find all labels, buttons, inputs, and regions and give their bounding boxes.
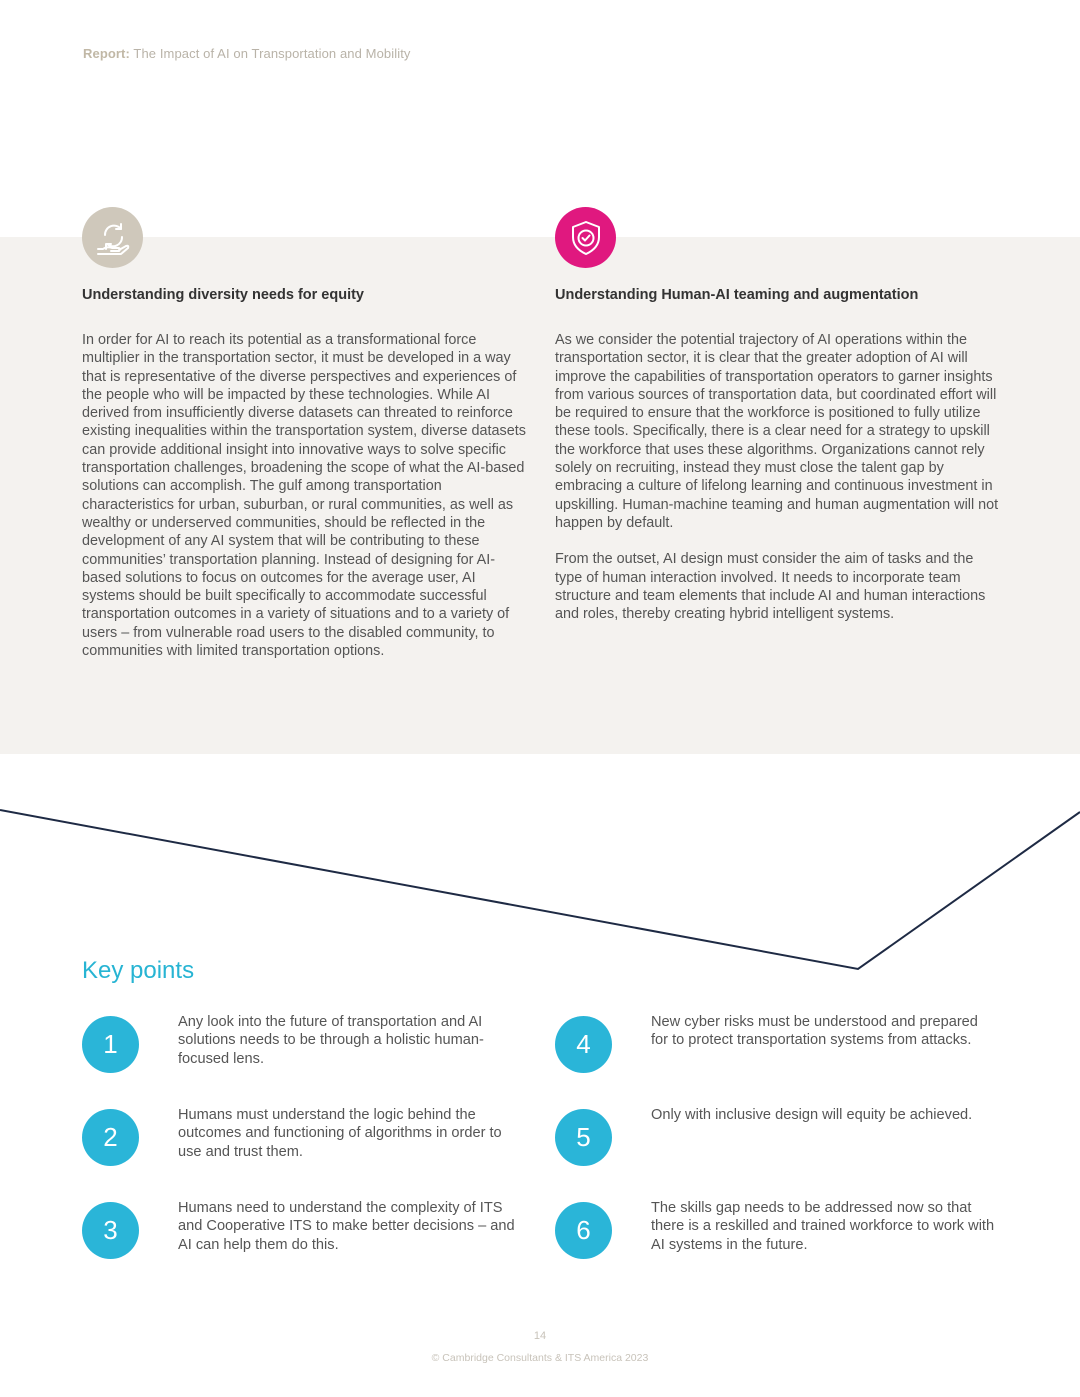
header-label: Report: bbox=[83, 46, 130, 61]
key-point-text: The skills gap needs to be addressed now so that there is a reskilled and trained workforce to work with AI systems in the future. bbox=[651, 1200, 995, 1253]
copyright: © Cambridge Consultants & ITS America 2023 bbox=[431, 1352, 649, 1364]
key-point-number: 1 bbox=[82, 1016, 139, 1073]
diversity-section bbox=[82, 284, 526, 660]
human-ai-heading: Understanding Human-AI teaming and augmentation bbox=[555, 287, 919, 303]
hand-with-circular-arrows-icon bbox=[82, 207, 143, 268]
key-point-text: Humans must understand the logic behind the outcomes and functioning of algorithms in order to use and trust them. bbox=[178, 1107, 502, 1160]
key-point-text: Only with inclusive design will equity be achieved. bbox=[651, 1107, 973, 1123]
header-title: The Impact of AI on Transportation and Mobility bbox=[133, 46, 411, 61]
key-point-text: New cyber risks must be understood and prepared for to protect transportation systems from attacks. bbox=[651, 1014, 978, 1049]
human-ai-paragraph-1: As we consider the potential trajectory of AI operations within the transportation sector, it is clear that the greater adoption of AI will improve the capabilities of transportation operators to garner insights from various sources of transportation data, but coordinated effort will be required to ensure that the workforce is positioned to fully utilize these tools. Specifically, there is a clear need for a strategy to upskill the workforce that uses these algorithms. Organizations cannot rely solely on recruiting, instead they must close the talent gap by embracing a culture of lifelong learning and continuous investment in upskilling. Human-machine teaming and human augmentation will not happen by default. bbox=[555, 332, 999, 531]
key-point-number: 5 bbox=[555, 1109, 612, 1166]
diversity-paragraph: In order for AI to reach its potential as a transformational force multiplier in the transportation sector, it must be developed in a way that is representative of the diverse perspectives and experiences of the people who will be impacted by these technologies. While AI derived from insufficiently diverse datasets can threated to reinforce existing inequalities within the transportation system, diverse datasets can provide additional insight into innovative ways to solve specific transportation challenges, broadening the scope of what the AI-based solutions can accomplish. The gulf among transportation characteristics for urban, suburban, or rural communities, as well as wealthy or underserved communities, should be reflected in the development of any AI system that will be contributing to these communities’ transportation planning. Instead of designing for AI-based solutions to focus on outcomes for the average user, AI systems should be built specifically to accommodate successful transportation outcomes in a variety of situations and to a variety of users – from vulnerable road users to the disabled community, to communities with limited transportation options. bbox=[82, 332, 526, 660]
diversity-heading: Understanding diversity needs for equity bbox=[82, 287, 364, 303]
key-point-number: 2 bbox=[82, 1109, 139, 1166]
key-point-text: Humans need to understand the complexity of ITS and Cooperative ITS to make better decisions – and AI can help them do this. bbox=[178, 1200, 515, 1253]
key-point-number: 3 bbox=[82, 1202, 139, 1259]
decorative-diagonal-line bbox=[0, 790, 1080, 980]
key-points-title: Key points bbox=[82, 957, 195, 984]
page-number: 14 bbox=[533, 1330, 547, 1342]
human-ai-paragraph-2: From the outset, AI design must consider the aim of tasks and the type of human interaction involved. It needs to incorporate team structure and team elements that include AI and human interactions and roles, thereby creating hybrid intelligent systems. bbox=[555, 551, 986, 623]
human-ai-section bbox=[555, 284, 999, 623]
shield-check-icon bbox=[555, 207, 616, 268]
report-header bbox=[83, 46, 411, 61]
key-point-number: 6 bbox=[555, 1202, 612, 1259]
key-point-text: Any look into the future of transportation and AI solutions needs to be through a holistic human-focused lens. bbox=[178, 1014, 484, 1067]
key-point-number: 4 bbox=[555, 1016, 612, 1073]
